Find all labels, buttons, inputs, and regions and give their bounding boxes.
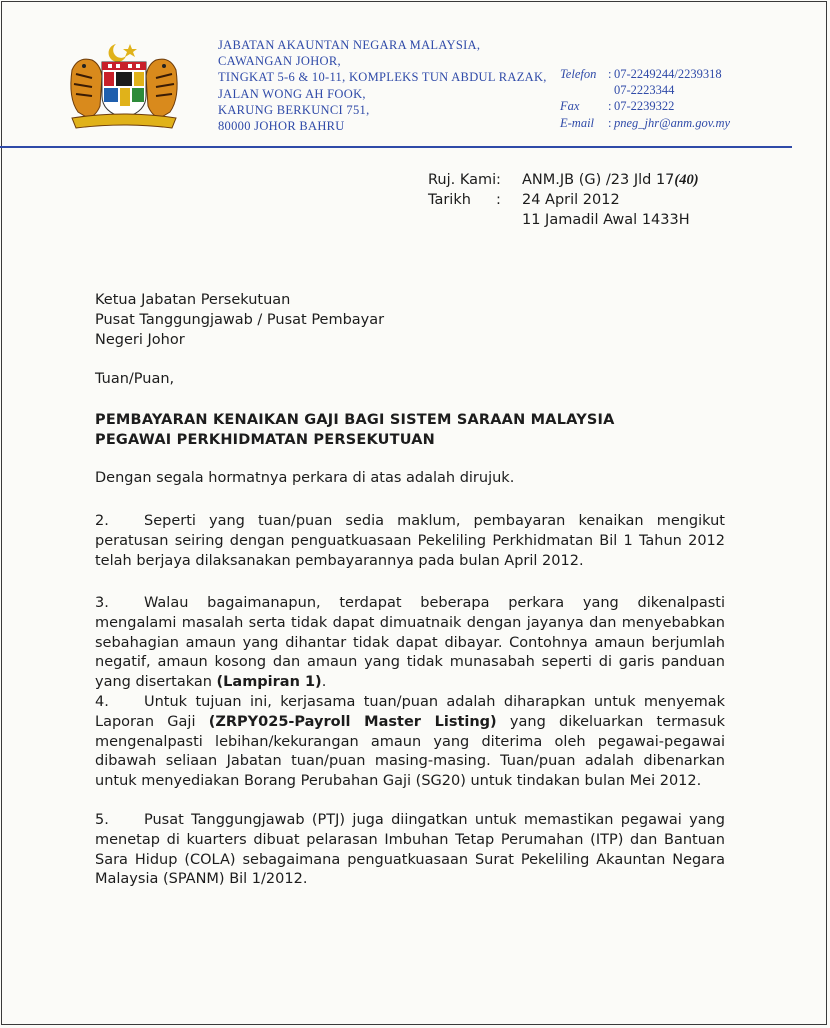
subject-line: PEGAWAI PERKHIDMATAN PERSEKUTUAN: [95, 432, 435, 448]
telefon-label: Telefon: [560, 67, 597, 81]
address-line: TINGKAT 5-6 & 10-11, KOMPLEKS TUN ABDUL RAZAK,: [218, 70, 547, 85]
intro-text: Dengan segala hormatnya perkara di atas adalah dirujuk.: [95, 470, 515, 486]
address-line: CAWANGAN JOHOR,: [218, 54, 341, 69]
paragraph-end: .: [321, 674, 327, 691]
paragraph-number: 2.: [95, 513, 109, 529]
address-line: JALAN WONG AH FOOK,: [218, 86, 366, 101]
ruj-handwritten: (40): [674, 172, 699, 188]
paragraph-5: [95, 811, 725, 890]
paragraph-text: yang dikeluarkan termasuk mengenalpasti lebihan/kekurangan amaun yang diterima oleh pegawai-pegawai dibawah seliaan Jabatan tuan/puan masing-masing. Tuan/puan adalah dibenarkan untuk menyediakan Borang Perubahan Gaji (SG20) untuk tindakan bulan Mei 2012.: [95, 713, 726, 790]
salutation: Tuan/Puan,: [95, 371, 175, 387]
header-divider: [0, 146, 792, 148]
recipient-line: Pusat Tanggungjawab / Pusat Pembayar: [95, 312, 385, 328]
recipient-line: Negeri Johor: [95, 332, 185, 348]
letterhead-address: [218, 37, 547, 134]
subject-heading: [95, 410, 615, 450]
fax-label: Fax: [560, 99, 580, 114]
paragraph-text: Walau bagaimanapun, terdapat beberapa perkara yang dikenalpasti mengalami masalah serta tidak dapat dimuatnaik dengan jayanya dan menyebabkan sebahagian amaun yang dihantar tidak dapat dibayar. Contohnya amaun berjumlah negatif, amaun kosong dan amaun yang tidak munasabah seperti di garis panduan yang disertakan: [95, 595, 725, 691]
ruj-label: Ruj. Kami: [428, 172, 497, 188]
recipient-line: Ketua Jabatan Persekutuan: [95, 292, 291, 308]
paragraph-2: [95, 512, 725, 571]
fax-value: 07-2239322: [614, 99, 675, 114]
paragraph-4: [95, 693, 725, 792]
telefon-value-2: 07-2223344: [614, 83, 675, 98]
report-name: (ZRPY025-Payroll Master Listing): [208, 713, 497, 730]
recipient-block: [95, 290, 384, 350]
address-line: JABATAN AKAUNTAN NEGARA MALAYSIA,: [218, 38, 481, 52]
ruj-value: ANM.JB (G) /23 Jld 17: [522, 172, 675, 188]
tarikh-label: Tarikh: [428, 192, 471, 208]
telefon-value: 07-2249244/2239318: [614, 67, 722, 81]
email-label: E-mail: [560, 115, 595, 130]
coat-of-arms-icon: [64, 40, 184, 136]
paragraph-text: Seperti yang tuan/puan sedia maklum, pembayaran kenaikan mengikut peratusan seiring dengan penguatkuasaan Pekeliling Perkhidmatan Bil 1 Tahun 2012 telah berjaya dilaksanakan pembayarannya pada bulan April 2012.: [95, 513, 725, 569]
address-line: KARUNG BERKUNCI 751,: [218, 102, 370, 117]
paragraph-number: 5.: [95, 812, 109, 828]
paragraph-text: Pusat Tanggungjawab (PTJ) juga diingatkan untuk memastikan pegawai yang menetap di kuarters dibuat pelarasan Imbuhan Tetap Perumahan (ITP) dan Bantuan Sara Hidup (COLA) sebagaimana penguatkuasaan Surat Pekeliling Akauntan Negara Malaysia (SPANM) Bil 1/2012.: [95, 812, 725, 888]
paragraph-number: 3.: [95, 595, 109, 611]
tarikh-value: 24 April 2012: [522, 192, 620, 208]
paragraph-number: 4.: [95, 694, 109, 710]
reference-block: Ruj. Kami : ANM.JB (G) /23 Jld 17 (40) Tarikh : 24 April 2012 11 Jamadil Awal 1433H: [428, 172, 699, 228]
letterhead-contact: Telefon : 07-2249244/2239318 07-2223344 Fax : 07-2239322 E-mail : pneg_jhr@anm.gov.my: [560, 67, 731, 130]
tarikh-hijri: 11 Jamadil Awal 1433H: [522, 212, 690, 228]
paragraph-3: [95, 594, 725, 693]
address-line: 80000 JOHOR BAHRU: [218, 119, 345, 134]
subject-line: PEMBAYARAN KENAIKAN GAJI BAGI SISTEM SARAAN MALAYSIA: [95, 412, 615, 428]
paragraph-text: Untuk tujuan ini, kerjasama tuan/puan adalah diharapkan untuk menyemak Laporan Gaji: [95, 694, 725, 730]
email-value[interactable]: pneg_jhr@anm.gov.my: [614, 115, 731, 130]
lampiran-reference: (Lampiran 1): [216, 674, 322, 691]
